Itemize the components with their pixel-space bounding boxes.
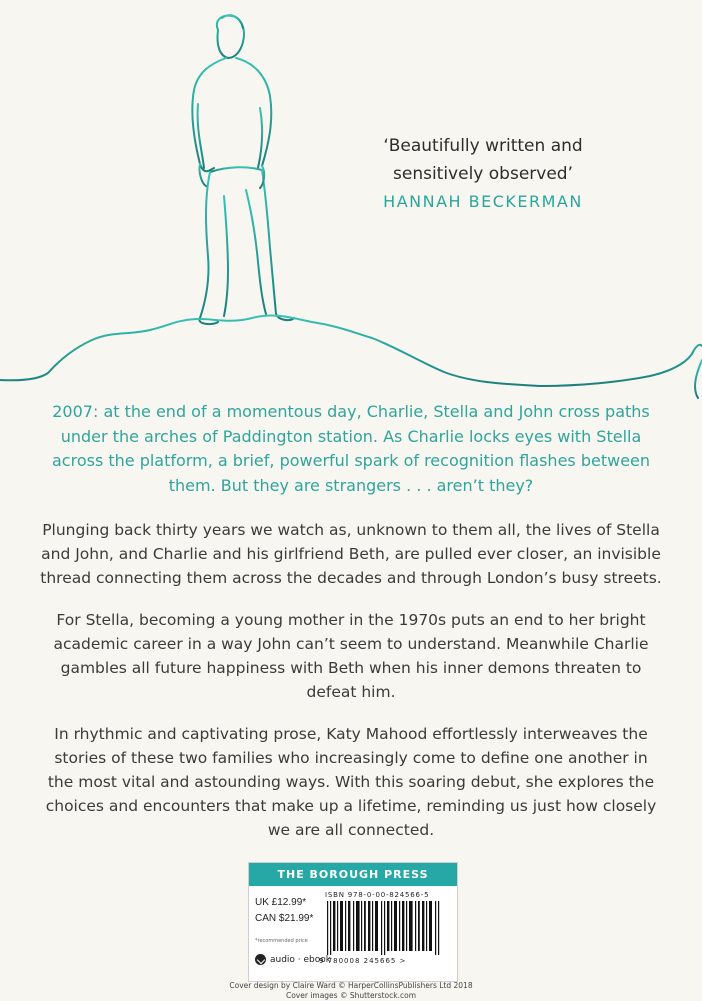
cover-credits [220,981,482,1001]
quote-line-1: ‘Beautifully written and [383,136,583,156]
barcode-panel [248,862,458,982]
blurb-paragraph-3: For Stella, becoming a young mother in the 1970s puts an end to her bright academic career in a way John can’t seem to understand. Meanwhile Charlie gambles all future happiness with Beth when his inner demons threaten to defeat him. [53,611,649,701]
recommended-price-note: *recommended price [255,938,308,944]
barcode-number: 9 780008 245665 > [319,957,407,965]
book-blurb [40,400,662,860]
barcode-image [325,901,447,955]
quote-attribution: HANNAH BECKERMAN [383,192,583,211]
blurb-paragraph-4: In rhythmic and captivating prose, Katy Mahood effortlessly interweaves the stories of these two families who increasingly come to define one another in the most vital and astounding ways. With this soaring debut, she explores the choices and encounters that make up a lifetime, reminding us just how closely we are all connected. [45,725,657,839]
cover-images-credit: Cover images © Shutterstock.com [285,991,417,1000]
blurb-paragraph-2: Plunging back thirty years we watch as, unknown to them all, the lives of Stella and John, and Charlie and his girlfriend Beth, are pulled ever closer, an invisible thread connecting them across the decades and through London’s busy streets. [40,521,662,587]
formats-label: audio · ebook [270,954,331,965]
price-uk: UK £12.99* [255,897,307,908]
price-can: CAN $21.99* [255,913,314,924]
publisher-name: THE BOROUGH PRESS [249,863,457,886]
audio-download-icon [255,954,266,965]
price-list [255,895,313,927]
quote-line-2: sensitively observed’ [393,164,573,184]
isbn-text: ISBN 978-0-00-824566-5 [325,891,430,899]
blurb-lead-paragraph: 2007: at the end of a momentous day, Charlie, Stella and John cross paths under the arches of Paddington station. As Charlie locks eyes with Stella across the platform, a brief, powerful spark of recognition flashes between them. But they are strangers . . . aren’t they? [51,402,651,495]
review-quote [338,132,628,216]
cover-design-credit: Cover design by Claire Ward © HarperCollinsPublishers Ltd 2018 [229,981,473,990]
